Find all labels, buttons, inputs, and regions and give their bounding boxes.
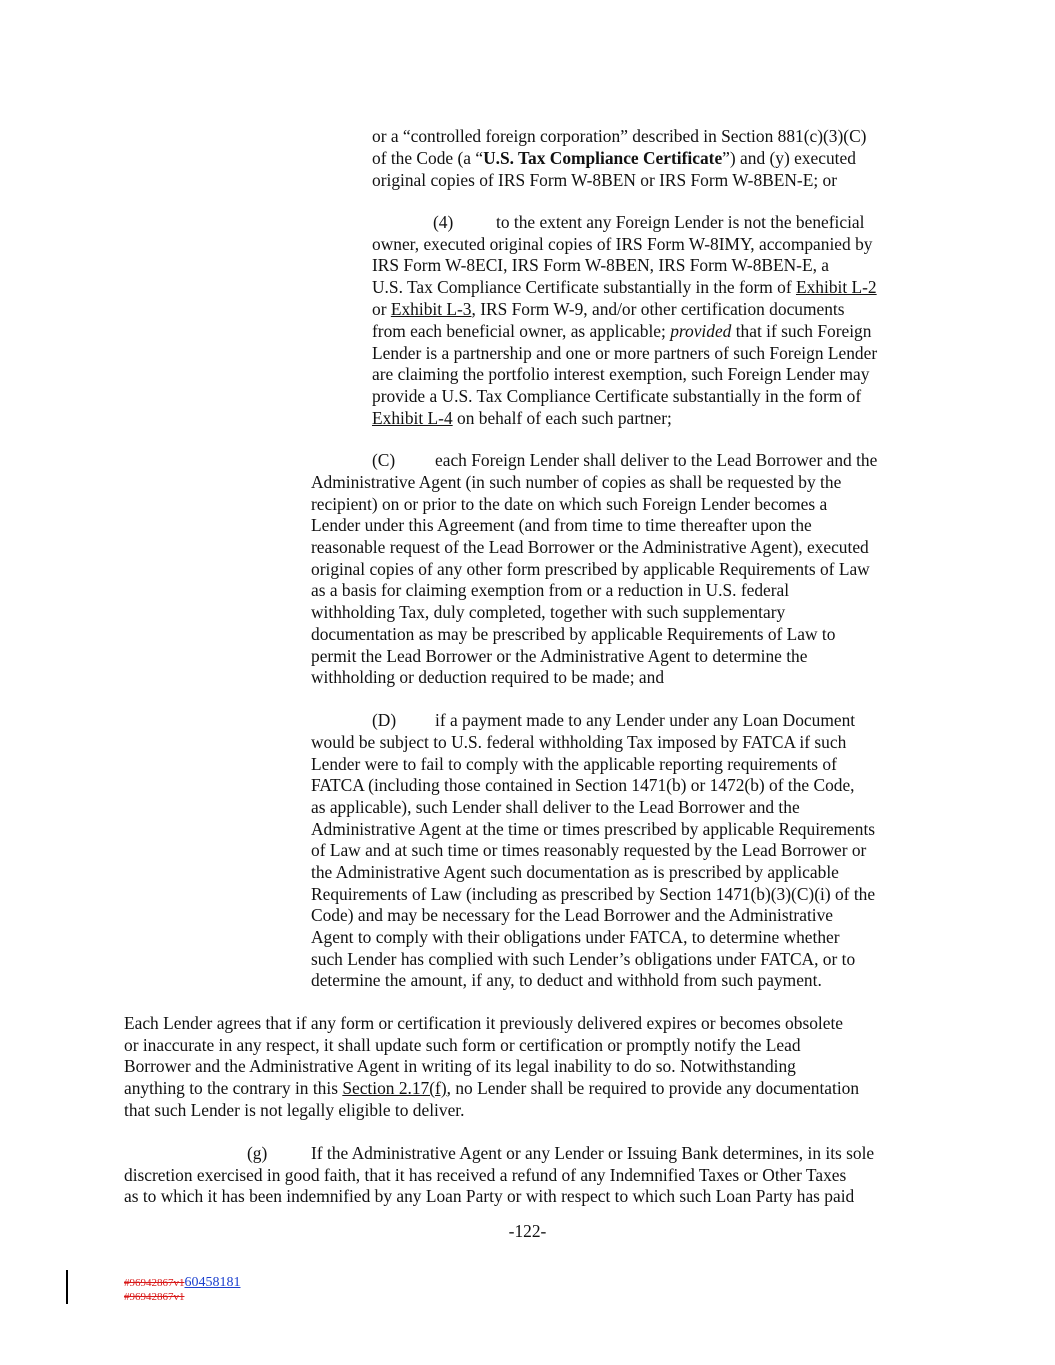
- italic-term: provided: [670, 321, 732, 341]
- text-run: of the Code (a “: [372, 148, 484, 168]
- exhibit-l3-link[interactable]: Exhibit L-3: [390, 299, 472, 319]
- para-each-line: [124, 1078, 859, 1099]
- para-4-line: provide a U.S. Tax Compliance Certificate substantially in the form of: [372, 386, 862, 406]
- text-run: from each beneficial owner, as applicable;: [372, 321, 671, 341]
- para-d-line: Agent to comply with their obligations under FATCA, to determine whether: [311, 927, 840, 947]
- text-run: If the Administrative Agent or any Lender or Issuing Bank determines, in its sole: [311, 1143, 875, 1163]
- para-c-line: [372, 450, 877, 471]
- page-number: -122-: [508, 1221, 547, 1241]
- exhibit-l4-link[interactable]: Exhibit L-4: [372, 408, 453, 428]
- para-b3-line: original copies of IRS Form W-8BEN or IRS Form W-8BEN-E; or: [372, 170, 838, 190]
- text-run: anything to the contrary in this: [124, 1078, 343, 1098]
- para-d-line: Administrative Agent at the time or times prescribed by applicable Requirements: [311, 819, 876, 839]
- para-4-line: [372, 299, 845, 320]
- para-c-line: as a basis for claiming exemption from or a reduction in U.S. federal: [311, 580, 790, 600]
- para-4-line: [372, 408, 672, 429]
- para-c-line: Administrative Agent (in such number of copies as shall be requested by the: [311, 472, 842, 492]
- para-d-line: Requirements of Law (including as prescribed by Section 1471(b)(3)(C)(i) of the: [311, 884, 876, 904]
- para-c-line: Lender under this Agreement (and from time to time thereafter upon the: [311, 515, 812, 535]
- para-4-line: [372, 277, 877, 298]
- exhibit-l2-link[interactable]: Exhibit L-2: [795, 277, 877, 297]
- para-4-line: [433, 212, 864, 233]
- deleted-doc-id: #96942867v1: [124, 1277, 185, 1289]
- text-run: , no Lender shall be required to provide any documentation: [446, 1078, 860, 1098]
- para-b3-line: [372, 148, 856, 169]
- change-bar: [66, 1270, 68, 1304]
- text-run: U.S. Tax Compliance Certificate substantially in the form of: [372, 277, 796, 297]
- text-run: each Foreign Lender shall deliver to the Lead Borrower and the: [435, 450, 878, 470]
- para-b3-line: or a “controlled foreign corporation” described in Section 881(c)(3)(C): [372, 126, 867, 146]
- text-run: that if such Foreign: [731, 321, 872, 341]
- para-c-line: documentation as may be prescribed by applicable Requirements of Law to: [311, 624, 836, 644]
- para-4-line: [372, 321, 871, 342]
- para-d-line: such Lender has complied with such Lender’s obligations under FATCA, or to: [311, 949, 856, 969]
- text-run: to the extent any Foreign Lender is not the beneficial: [496, 212, 865, 232]
- para-4-number: (4): [433, 212, 454, 232]
- text-run: or: [372, 299, 391, 319]
- para-each-line: or inaccurate in any respect, it shall update such form or certification or promptly notify the Lead: [124, 1035, 801, 1055]
- para-d-line: FATCA (including those contained in Section 1471(b) or 1472(b) of the Code,: [311, 775, 855, 795]
- text-run: if a payment made to any Lender under any Loan Document: [435, 710, 856, 730]
- text-run: ”) and (y) executed: [722, 148, 856, 168]
- para-each-line: Each Lender agrees that if any form or certification it previously delivered expires or becomes obsolete: [124, 1013, 844, 1033]
- para-d-line: of Law and at such time or times reasonably requested by the Lead Borrower or: [311, 840, 867, 860]
- para-4-line: IRS Form W-8ECI, IRS Form W-8BEN, IRS Form W-8BEN-E, a: [372, 255, 830, 275]
- deleted-doc-id: #96942867v1: [124, 1291, 185, 1303]
- para-4-line: are claiming the portfolio interest exemption, such Foreign Lender may: [372, 364, 870, 384]
- para-each-line: Borrower and the Administrative Agent in writing of its legal inability to do so. Notwithstanding: [124, 1056, 796, 1076]
- doc-id-line: [124, 1276, 241, 1290]
- para-d-line: the Administrative Agent such documentation as is prescribed by applicable: [311, 862, 839, 882]
- para-c-line: reasonable request of the Lead Borrower or the Administrative Agent), executed: [311, 537, 869, 557]
- section-2-17f-link[interactable]: Section 2.17(f): [342, 1078, 447, 1098]
- defined-term: U.S. Tax Compliance Certificate: [483, 148, 723, 168]
- para-d-line: determine the amount, if any, to deduct and withhold from such payment.: [311, 970, 822, 990]
- para-c-number: (C): [372, 450, 396, 470]
- para-d-line: would be subject to U.S. federal withholding Tax imposed by FATCA if such: [311, 732, 847, 752]
- para-g-line: [247, 1143, 874, 1164]
- text-run: on behalf of each such partner;: [452, 408, 672, 428]
- para-c-line: permit the Lead Borrower or the Administrative Agent to determine the: [311, 646, 808, 666]
- para-g-line: discretion exercised in good faith, that it has received a refund of any Indemnified Taxes or Other Taxes: [124, 1165, 847, 1185]
- para-c-line: recipient) on or prior to the date on which such Foreign Lender becomes a: [311, 494, 828, 514]
- para-g-line: as to which it has been indemnified by any Loan Party or with respect to which such Loan Party has paid: [124, 1186, 855, 1206]
- para-g-number: (g): [247, 1143, 268, 1163]
- para-each-line: that such Lender is not legally eligible to deliver.: [124, 1100, 465, 1120]
- para-d-line: as applicable), such Lender shall deliver to the Lead Borrower and the: [311, 797, 800, 817]
- para-c-line: original copies of any other form prescribed by applicable Requirements of Law: [311, 559, 870, 579]
- para-c-line: withholding Tax, duly completed, together with such supplementary: [311, 602, 786, 622]
- para-d-line: [372, 710, 855, 731]
- text-run: , IRS Form W-9, and/or other certification documents: [471, 299, 845, 319]
- para-d-number: (D): [372, 710, 397, 730]
- inserted-doc-id: 60458181: [184, 1275, 241, 1290]
- para-d-line: Lender were to fail to comply with the applicable reporting requirements of: [311, 754, 837, 774]
- para-c-line: withholding or deduction required to be made; and: [311, 667, 665, 687]
- para-d-line: Code) and may be necessary for the Lead Borrower and the Administrative: [311, 905, 834, 925]
- doc-id-line: [124, 1291, 185, 1304]
- para-4-line: Lender is a partnership and one or more partners of such Foreign Lender: [372, 343, 878, 363]
- para-4-line: owner, executed original copies of IRS Form W-8IMY, accompanied by: [372, 234, 873, 254]
